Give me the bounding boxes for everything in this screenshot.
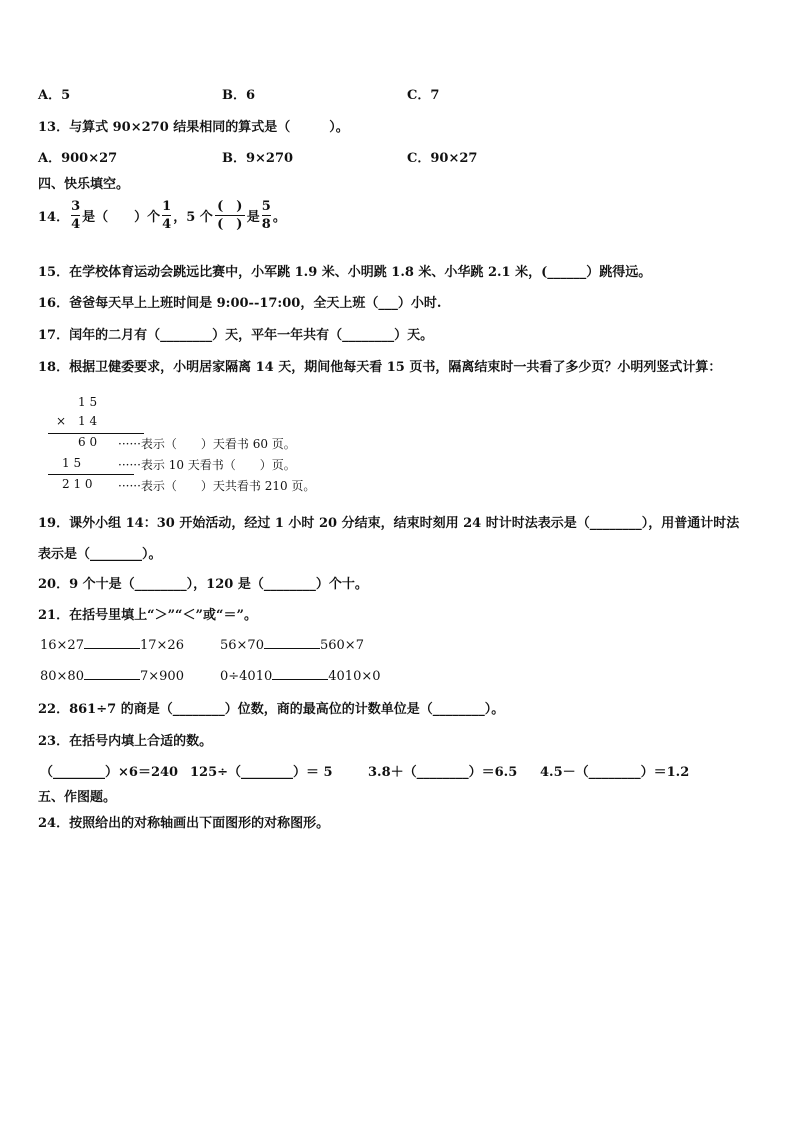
q14-text-2: ，5 个: [173, 210, 213, 225]
q23-expression-2: 125÷（________）＝ 5: [190, 765, 333, 780]
expression-left: 0÷4010: [220, 669, 273, 684]
q12-option-c: C．7: [407, 88, 440, 103]
q12-option-b: B．6: [222, 88, 256, 103]
q21-text: 21．在括号里填上“＞”“＜”或“＝”。: [38, 608, 257, 623]
fraction-five-eighths: [262, 200, 271, 231]
q22-text: 22．861÷7 的商是（________）位数，商的最高位的计数单位是（________）。: [38, 702, 505, 717]
fraction-denominator-blank[interactable]: ( ): [217, 217, 243, 232]
divider-line-2: [48, 474, 134, 475]
q13-option-c: C．90×27: [407, 151, 478, 166]
q18-text: 18．根据卫健委要求，小明居家隔离 14 天，期间他每天看 15 页书，隔离结束时一共看了多少页？小明列竖式计算：: [38, 360, 722, 375]
compare-row-1a: [40, 636, 184, 653]
compare-blank[interactable]: [264, 636, 320, 649]
times-sign: ×: [56, 414, 67, 428]
expression-left: 56×70: [220, 638, 264, 653]
multiplicand: 1 5: [78, 395, 98, 409]
q14-row: [38, 200, 286, 231]
expression-right: 4010×0: [328, 669, 381, 684]
compare-row-2b: [220, 667, 381, 684]
partial-product-1-note: ······表示（ ）天看书 60 页。: [118, 437, 296, 451]
fraction-one-quarter: [162, 200, 171, 231]
q13-option-a: A．900×27: [38, 151, 118, 166]
expression-left: 16×27: [40, 638, 84, 653]
q14-text-1: 是（ ）个: [82, 210, 161, 225]
fraction-denominator: 4: [162, 217, 172, 232]
fraction-numerator: 3: [71, 199, 81, 214]
compare-row-1b: [220, 636, 364, 653]
partial-product-2: 1 5: [62, 456, 82, 470]
compare-blank[interactable]: [84, 636, 140, 649]
compare-row-2a: [40, 667, 184, 684]
expression-right: 560×7: [319, 638, 364, 653]
q19-text-line1: 19．课外小组 14：30 开始活动，经过 1 小时 20 分结束，结束时刻用 24 时计时法表示是（________），用普通计时法: [38, 516, 740, 531]
fraction-numerator-blank[interactable]: ( ): [217, 199, 243, 214]
compare-blank[interactable]: [84, 667, 140, 680]
q23-expression-1: （________）×6＝240: [40, 765, 179, 780]
partial-product-2-note: ······表示 10 天看书（ ）页。: [118, 458, 296, 472]
section-four-heading: 四、快乐填空。: [38, 177, 130, 192]
q16-text: 16．爸爸每天早上上班时间是 9:00--17:00，全天上班（___）小时.: [38, 296, 442, 311]
expression-right: 17×26: [139, 638, 184, 653]
q13-text: 13．与算式 90×270 结果相同的算式是（ ）。: [38, 120, 349, 135]
q23-expression-4: 4.5－（________）＝1.2: [540, 765, 690, 780]
q23-expression-3: 3.8＋（________）＝6.5: [368, 765, 518, 780]
fraction-numerator: 5: [261, 199, 271, 214]
q20-text: 20．9 个十是（________），120 是（________）个十。: [38, 577, 368, 592]
fraction-three-quarters: [71, 200, 80, 231]
q13-option-b: B．9×270: [222, 151, 294, 166]
fraction-denominator: 4: [71, 217, 81, 232]
final-product-note: ······表示（ ）天共看书 210 页。: [118, 479, 316, 493]
fraction-denominator: 8: [261, 217, 271, 232]
compare-blank[interactable]: [272, 667, 328, 680]
q19-text-line2: 表示是（________）。: [38, 547, 162, 562]
q14-text-3: 是: [246, 210, 260, 225]
q17-text: 17．闰年的二月有（________）天，平年一年共有（________）天。: [38, 328, 434, 343]
fraction-numerator: 1: [162, 199, 172, 214]
q14-text-4: 。: [272, 210, 286, 225]
final-product: 2 1 0: [62, 477, 93, 491]
fraction-blank[interactable]: [215, 200, 245, 231]
q14-number: 14．: [38, 210, 70, 225]
divider-line-1: [48, 433, 144, 434]
section-five-heading: 五、作图题。: [38, 790, 117, 805]
partial-product-1: 6 0: [78, 435, 98, 449]
q23-text: 23．在括号内填上合适的数。: [38, 734, 213, 749]
q24-text: 24．按照给出的对称轴画出下面图形的对称图形。: [38, 816, 330, 831]
multiplier: 1 4: [78, 414, 98, 428]
expression-right: 7×900: [139, 669, 184, 684]
expression-left: 80×80: [40, 669, 84, 684]
q12-option-a: A．5: [38, 88, 71, 103]
q15-text: 15．在学校体育运动会跳远比赛中，小军跳 1.9 米、小明跳 1.8 米、小华跳 2.1 米，(______）跳得远。: [38, 265, 652, 280]
